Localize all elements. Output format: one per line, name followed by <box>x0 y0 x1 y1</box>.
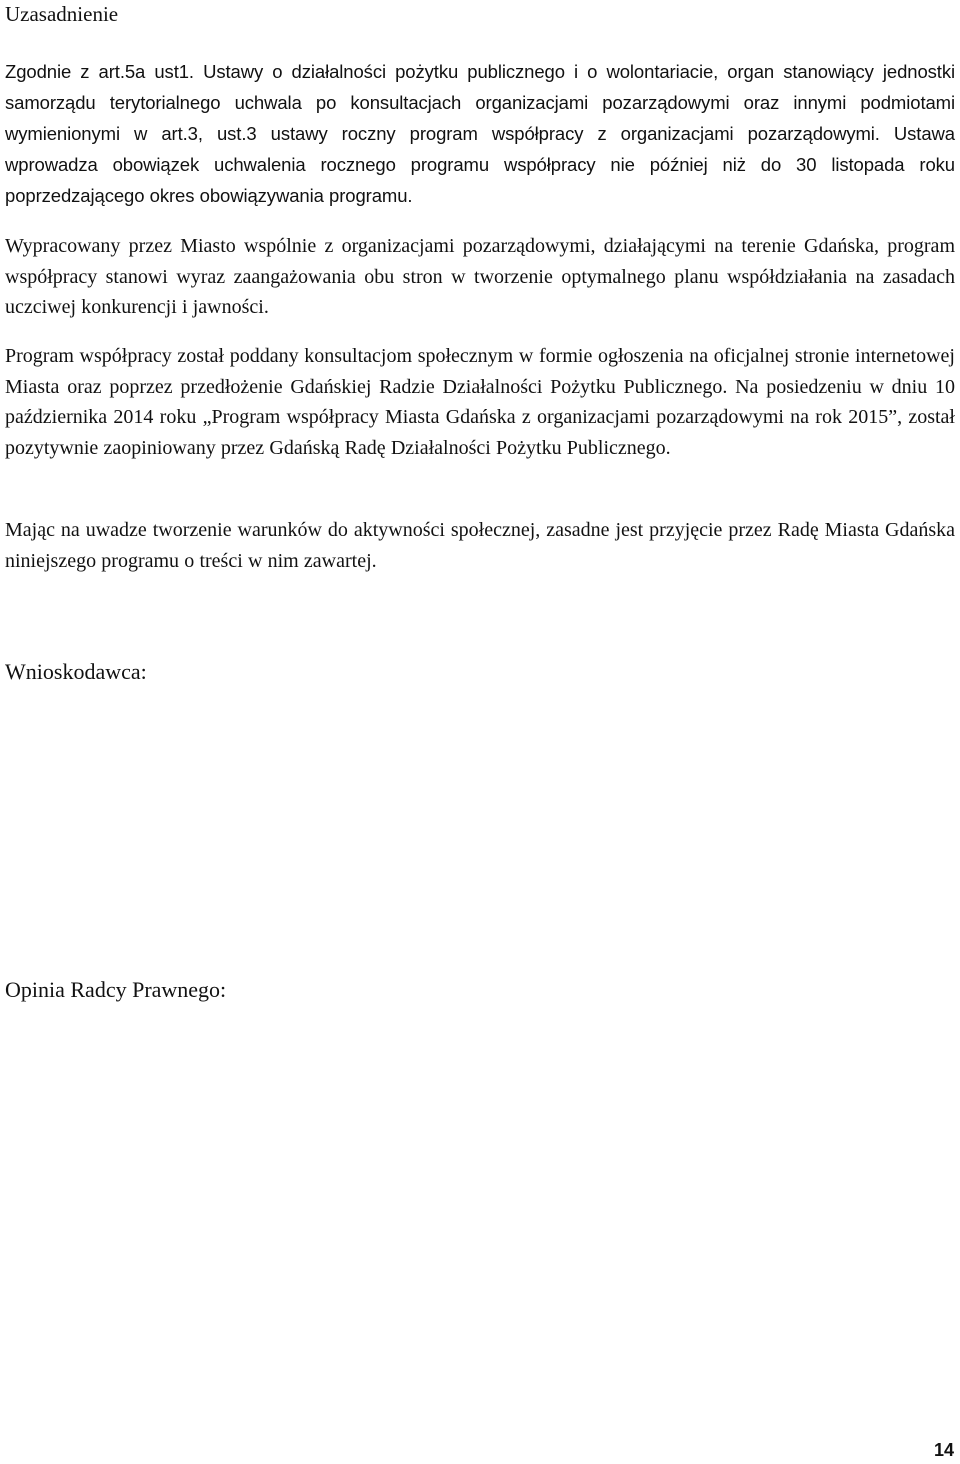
applicant-label: Wnioskodawca: <box>5 659 147 684</box>
paragraph-legal-basis: Zgodnie z art.5a ust1. Ustawy o działalności pożytku publicznego i o wolontariacie, organ stanowiący jednostki samorządu terytorialnego uchwala po konsultacjach organizacjami pozarządowymi oraz innymi podmiotami wymienionymi w art.3, ust.3 ustawy roczny program współpracy z organizacjami pozarządowymi. Ustawa wprowadza obowiązek uchwalenia rocznego programu współpracy nie później niż do 30 listopada roku poprzedzającego okres obowiązywania programu. <box>5 61 955 206</box>
page-number: 14 <box>933 1440 954 1460</box>
paragraph-consultations: Program współpracy został poddany konsultacjom społecznym w formie ogłoszenia na oficjalnej stronie internetowej Miasta oraz poprzez przedłożenie Gdańskiej Radzie Działalności Pożytku Publicznego. Na posiedzeniu w dniu 10 października 2014 roku „Program współpracy Miasta Gdańska z organizacjami pozarządowymi na rok 2015”, został pozytywnie zaopiniowany przez Gdańską Radę Działalności Pożytku Publicznego. <box>5 345 955 459</box>
legal-opinion-label: Opinia Radcy Prawnego: <box>5 977 227 1002</box>
paragraph-program-description: Wypracowany przez Miasto wspólnie z organizacjami pozarządowymi, działającymi na terenie Gdańska, program współpracy stanowi wyraz zaangażowania obu stron w tworzenie optymalnego planu współdziałania na zasadach uczciwej konkurencji i jawności. <box>5 235 955 318</box>
paragraph-conclusion: Mając na uwadze tworzenie warunków do aktywności społecznej, zasadne jest przyjęcie przez Radę Miasta Gdańska niniejszego programu o treści w nim zawartej. <box>5 519 955 572</box>
document-heading: Uzasadnienie <box>5 2 119 26</box>
